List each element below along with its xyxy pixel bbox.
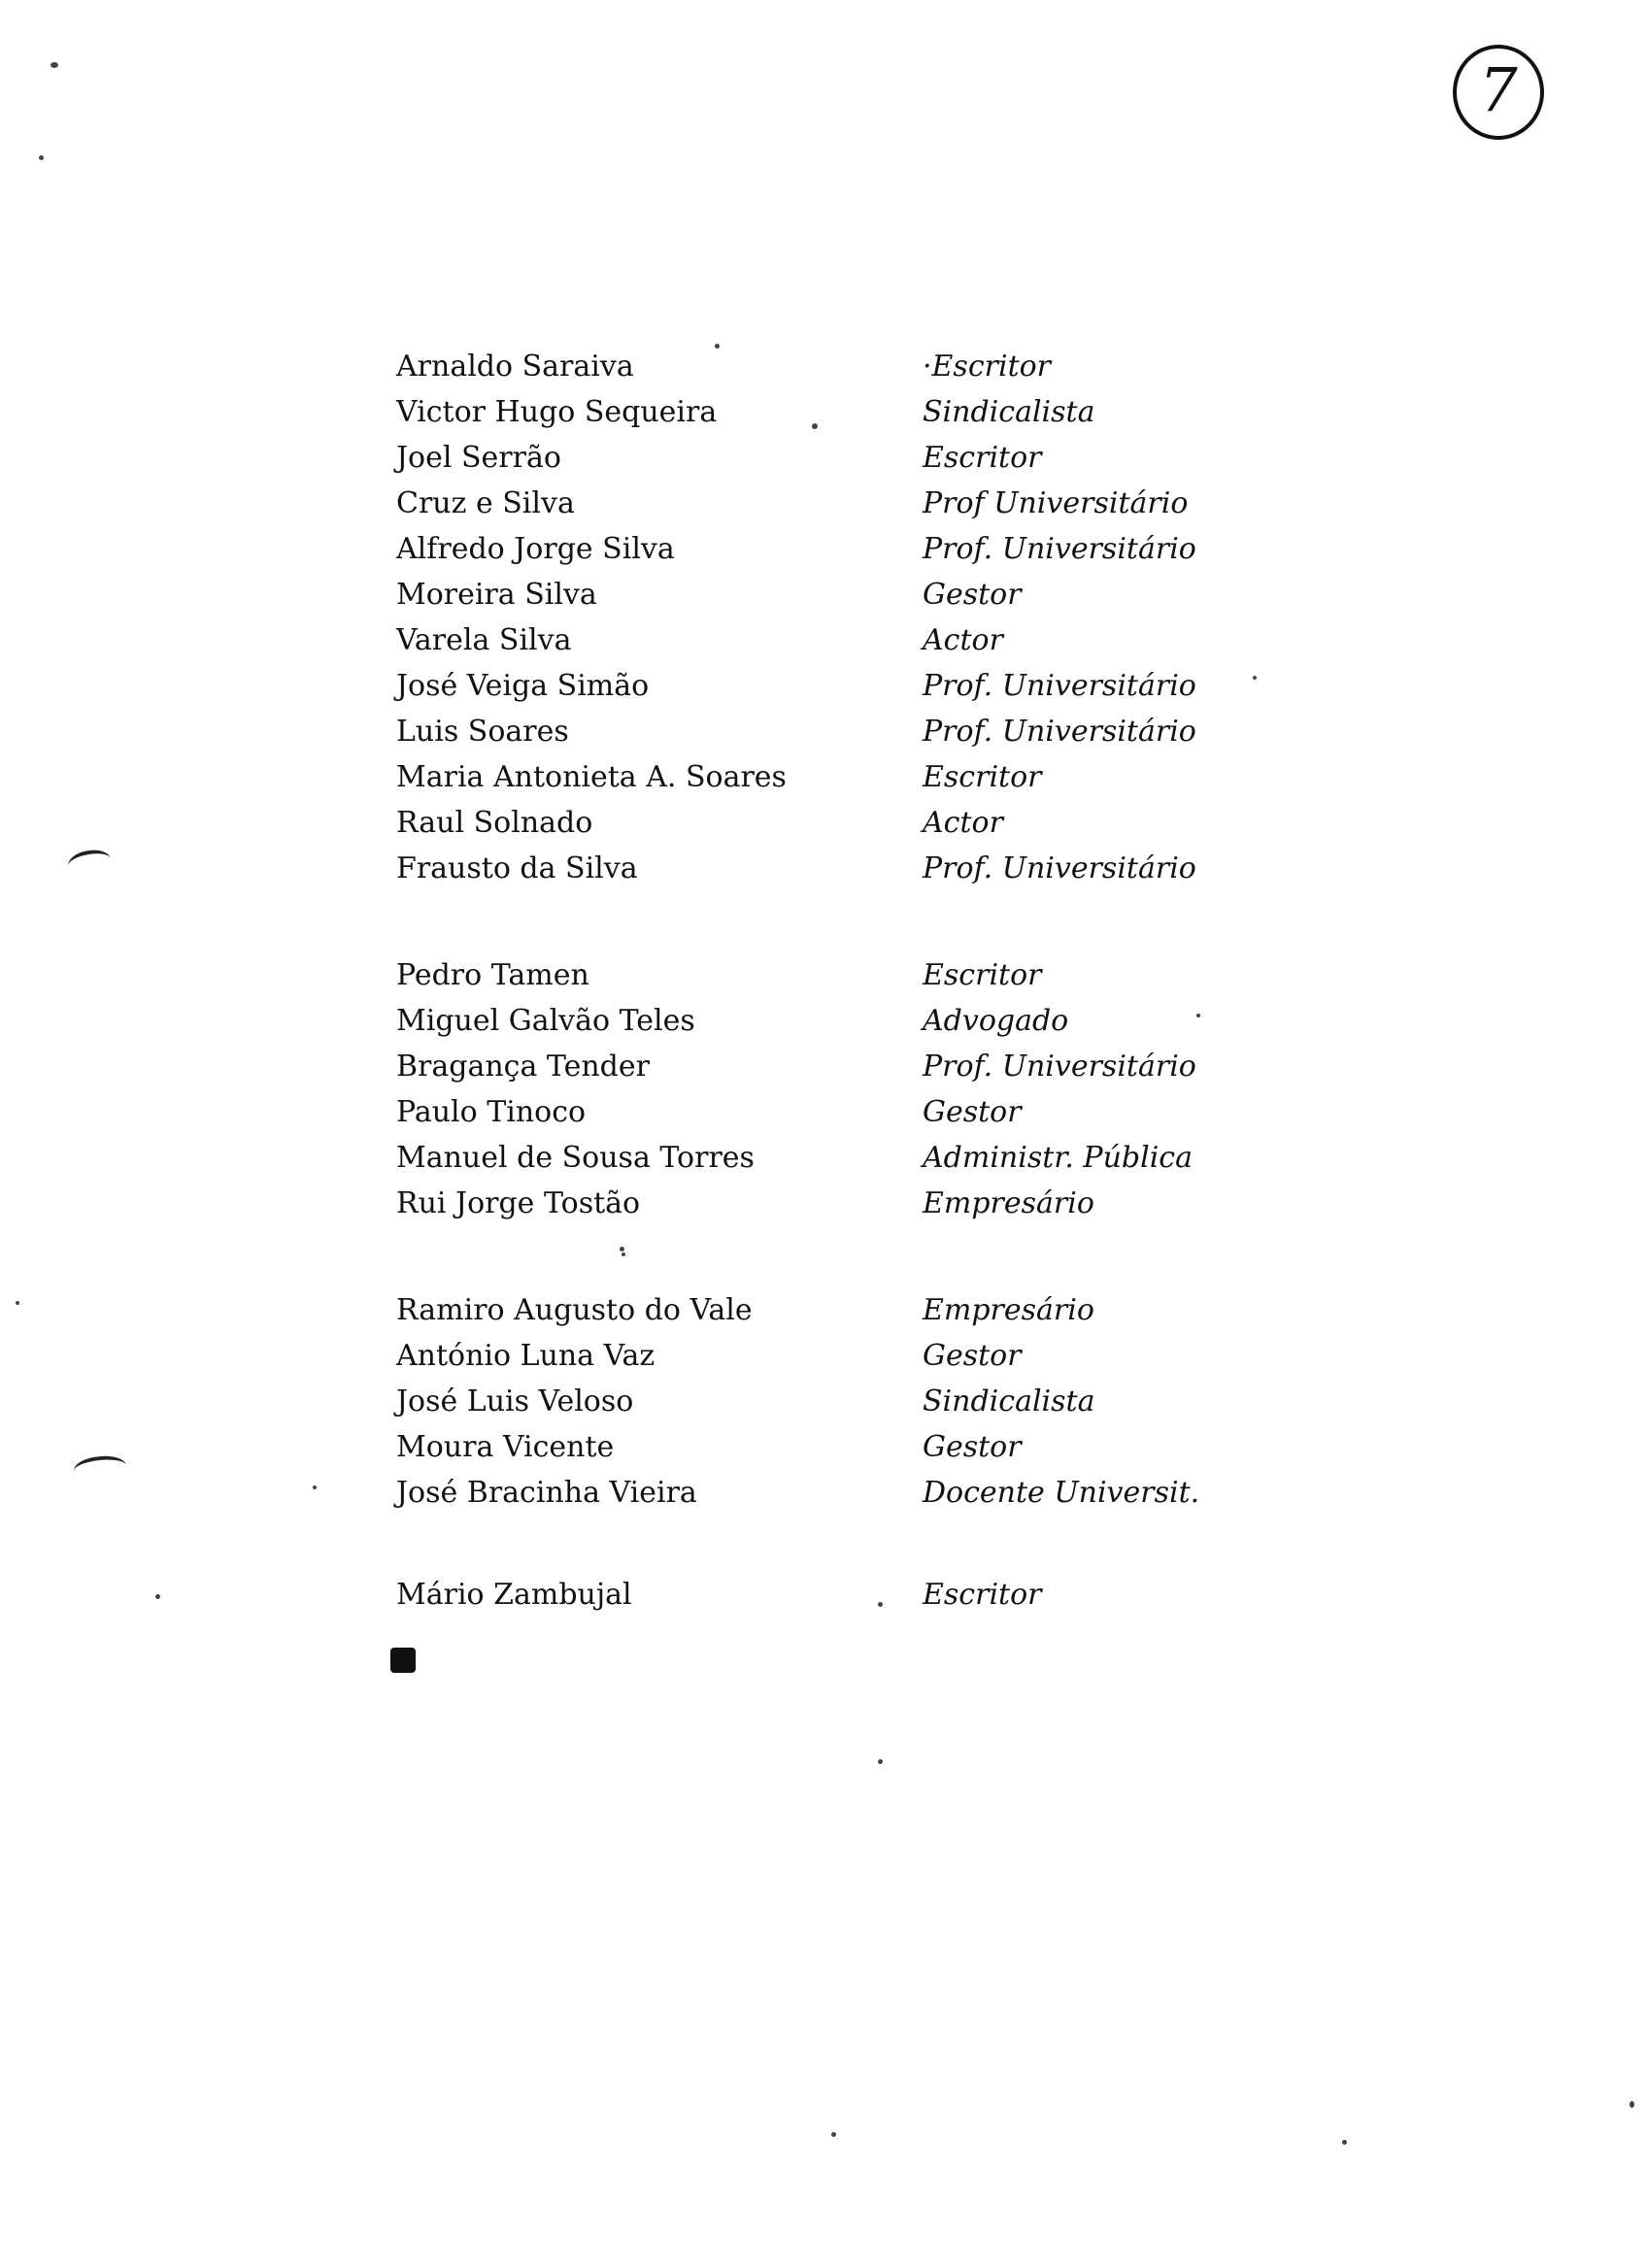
list-item	[0, 1288, 1647, 1333]
person-profession: Gestor	[923, 578, 1022, 612]
list-item	[0, 999, 1647, 1044]
list-item	[0, 953, 1647, 998]
person-name: Pedro Tamen	[396, 958, 589, 992]
person-profession: Docente Universit.	[923, 1476, 1200, 1510]
scan-speck	[313, 1485, 317, 1489]
person-name: António Luna Vaz	[396, 1339, 655, 1373]
person-name: Paulo Tinoco	[396, 1095, 587, 1129]
person-name: Cruz e Silva	[396, 486, 575, 520]
person-name: Joel Serrão	[396, 441, 561, 475]
list-item	[0, 1136, 1647, 1181]
person-profession: Administr. Pública	[923, 1141, 1193, 1175]
person-profession: Prof Universitário	[923, 486, 1189, 520]
scan-speck	[715, 344, 720, 349]
person-profession: Prof. Universitário	[923, 532, 1196, 566]
person-profession: Gestor	[923, 1339, 1022, 1373]
person-profession: Actor	[923, 623, 1003, 657]
person-profession: Gestor	[923, 1095, 1022, 1129]
scan-speck	[16, 1301, 19, 1305]
list-item	[0, 710, 1647, 754]
person-profession: Escritor	[923, 441, 1042, 475]
scan-speck	[878, 1759, 883, 1764]
person-profession: Prof. Universitário	[923, 669, 1196, 703]
person-profession: Gestor	[923, 1430, 1022, 1464]
list-item	[0, 573, 1647, 617]
person-name: Miguel Galvão Teles	[396, 1004, 695, 1038]
scan-speck	[1196, 1014, 1200, 1017]
list-item	[0, 664, 1647, 709]
person-name: José Luis Veloso	[396, 1384, 634, 1418]
person-profession: Advogado	[923, 1004, 1069, 1038]
list-item	[0, 1090, 1647, 1135]
person-profession: Empresário	[923, 1186, 1094, 1220]
person-name: Manuel de Sousa Torres	[396, 1141, 755, 1175]
person-name: Moreira Silva	[396, 578, 597, 612]
person-name: Varela Silva	[396, 623, 572, 657]
list-item	[0, 390, 1647, 435]
list-item	[0, 1573, 1647, 1618]
scan-speck	[878, 1602, 883, 1607]
person-name: Luis Soares	[396, 715, 569, 749]
person-profession: Empresário	[923, 1293, 1094, 1327]
list-item	[0, 755, 1647, 800]
scan-speck	[39, 155, 44, 160]
person-name: Arnaldo Saraiva	[396, 350, 634, 384]
list-item	[0, 618, 1647, 663]
person-profession: Escritor	[923, 760, 1042, 794]
person-profession: Escritor	[923, 958, 1042, 992]
list-item	[0, 847, 1647, 891]
list-item	[0, 527, 1647, 572]
person-name: Alfredo Jorge Silva	[396, 532, 675, 566]
person-name: Rui Jorge Tostão	[396, 1186, 641, 1220]
scan-speck	[1630, 2101, 1634, 2108]
person-profession: Sindicalista	[923, 1384, 1095, 1418]
person-profession: Actor	[923, 806, 1003, 840]
list-item	[0, 1182, 1647, 1226]
list-item	[0, 1380, 1647, 1424]
person-profession: Prof. Universitário	[923, 1050, 1196, 1084]
list-item	[0, 1425, 1647, 1470]
person-name: Raul Solnado	[396, 806, 593, 840]
list-item	[0, 436, 1647, 481]
person-name: Victor Hugo Sequeira	[396, 395, 718, 429]
scan-speck	[155, 1594, 160, 1599]
page-number: 7	[1453, 45, 1544, 140]
person-name: Maria Antonieta A. Soares	[396, 760, 787, 794]
scan-speck	[1342, 2140, 1347, 2145]
end-of-list-mark	[390, 1648, 416, 1673]
person-name: Bragança Tender	[396, 1050, 650, 1084]
person-name: Mário Zambujal	[396, 1578, 632, 1612]
list-item	[0, 1471, 1647, 1516]
scan-speck	[812, 423, 818, 429]
person-profession: Escritor	[923, 1578, 1042, 1612]
person-profession: Prof. Universitário	[923, 715, 1196, 749]
list-item	[0, 345, 1647, 389]
scan-speck	[1253, 676, 1257, 680]
person-name: José Veiga Simão	[396, 669, 650, 703]
scan-speck	[620, 1247, 624, 1251]
person-profession: Sindicalista	[923, 395, 1095, 429]
person-name: Frausto da Silva	[396, 851, 638, 885]
person-profession: ·Escritor	[923, 350, 1052, 384]
scan-speck	[622, 1252, 625, 1256]
list-item	[0, 1334, 1647, 1379]
list-item	[0, 801, 1647, 846]
list-item	[0, 1045, 1647, 1089]
list-item	[0, 482, 1647, 526]
person-name: Ramiro Augusto do Vale	[396, 1293, 753, 1327]
scan-speck	[50, 62, 58, 68]
person-name: Moura Vicente	[396, 1430, 615, 1464]
person-profession: Prof. Universitário	[923, 851, 1196, 885]
person-name: José Bracinha Vieira	[396, 1476, 697, 1510]
scan-speck	[831, 2132, 836, 2137]
